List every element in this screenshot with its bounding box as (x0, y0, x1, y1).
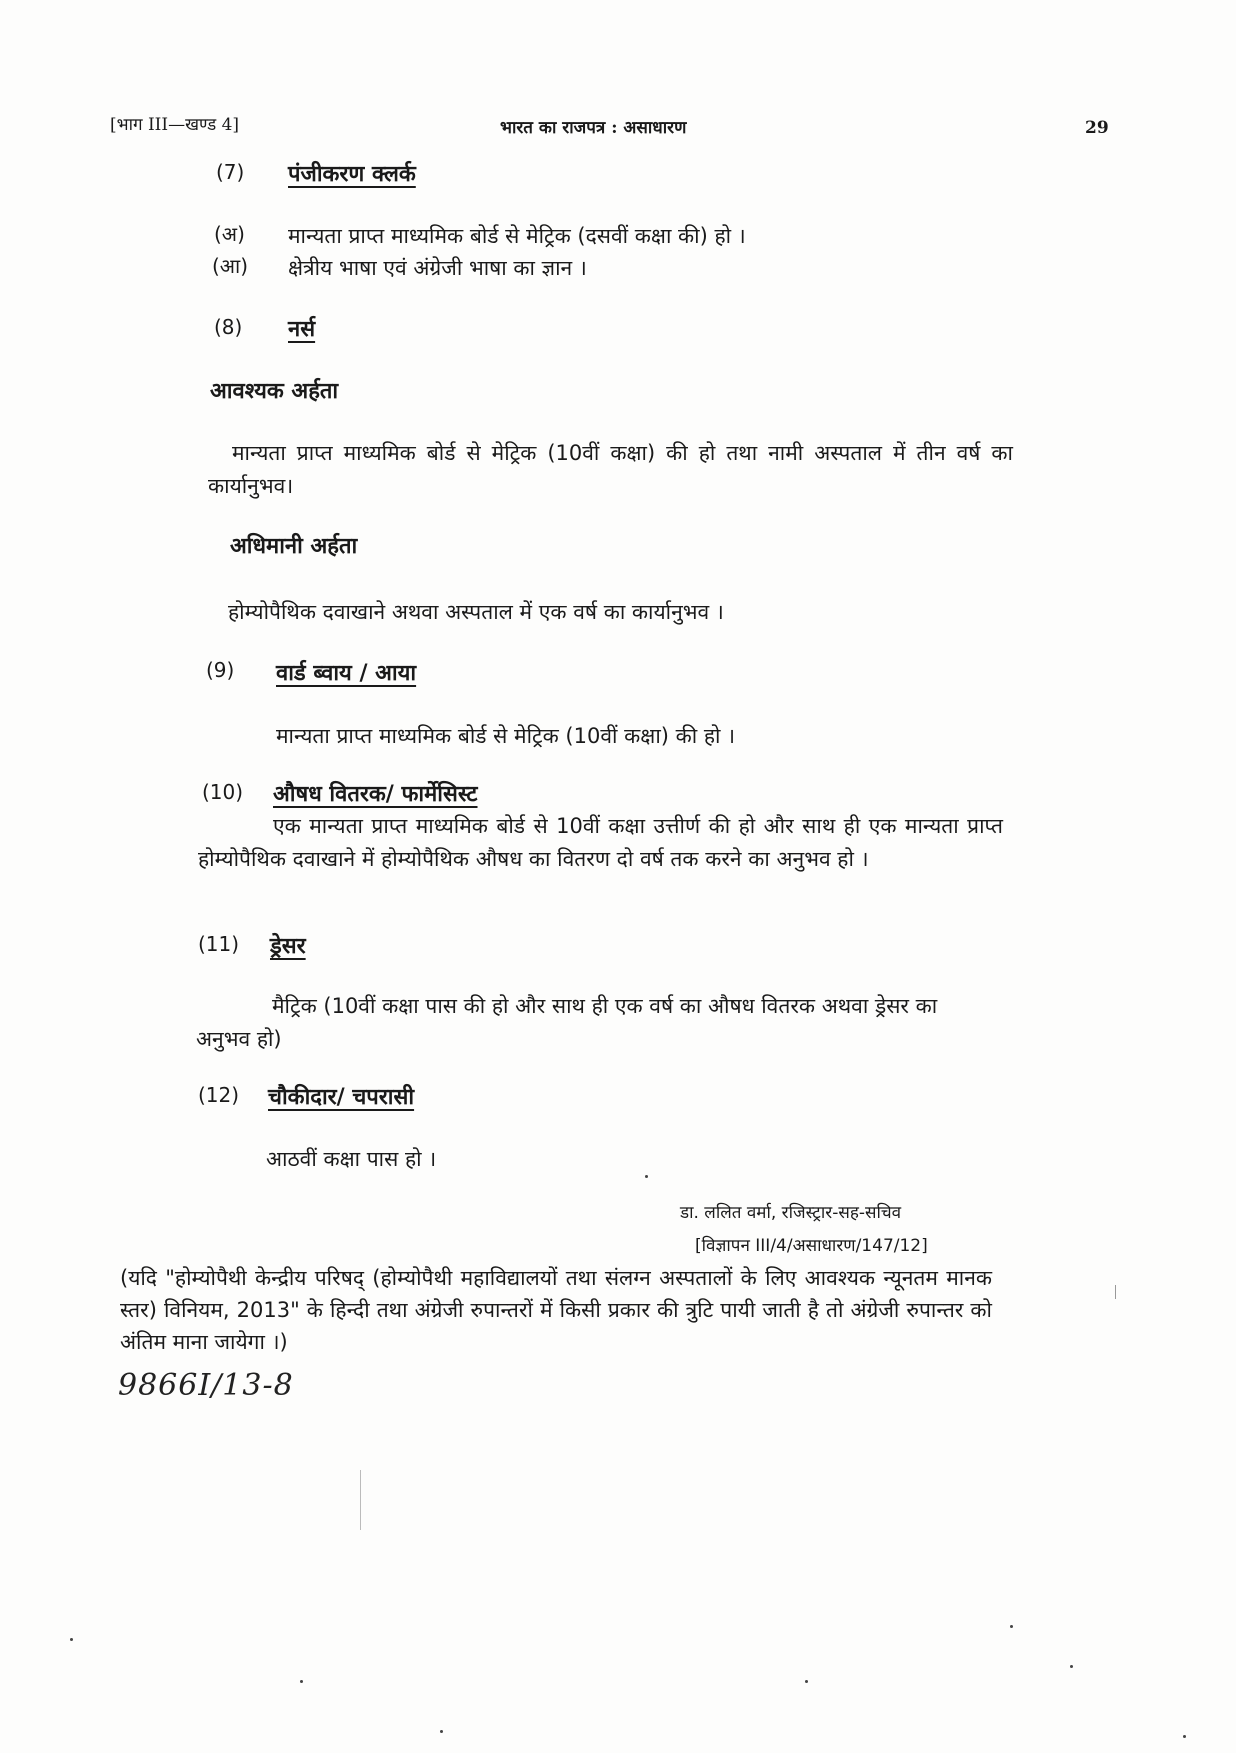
section-7-item-b-marker: (आ) (212, 254, 249, 278)
scan-speck (645, 1175, 648, 1178)
preferred-qualification-text: होम्योपैथिक दवाखाने अथवा अस्पताल में एक वर्ष का कार्यानुभव । (228, 600, 724, 624)
section-12-text: आठवीं कक्षा पास हो । (266, 1147, 437, 1171)
header-title: भारत का राजपत्र : असाधारण (500, 118, 687, 138)
section-7-title: पंजीकरण क्लर्क (288, 162, 416, 187)
section-7-item-b-text: क्षेत्रीय भाषा एवं अंग्रेजी भाषा का ज्ञान । (288, 256, 587, 280)
section-11-number: (11) (198, 932, 240, 956)
language-note: (यदि "होम्योपैथी केन्द्रीय परिषद् (होम्योपैथी महाविद्यालयों तथा संलग्न अस्पतालों के लिए आवश्यक न्यूनतम मानक स्तर) विनियम, 2013" के हिन्दी तथा अंग्रेजी रुपान्तरों में किसी प्रकार की त्रुटि पायी जाती है तो अंग्रेजी रुपान्तर को अंतिम माना जायेगा ।) (120, 1266, 992, 1354)
section-9-text: मान्यता प्राप्त माध्यमिक बोर्ड से मेट्रिक (10वीं कक्षा) की हो । (276, 724, 736, 748)
section-7-number: (7) (216, 160, 245, 184)
section-11-title: ड्रेसर (270, 934, 306, 959)
section-10-number: (10) (202, 780, 244, 804)
scan-speck (805, 1680, 808, 1683)
section-10-title: औषध वितरक/ फार्मेसिस्ट (273, 782, 478, 807)
page-number: 29 (1085, 118, 1109, 138)
scan-speck (440, 1730, 443, 1733)
section-7-item-a-marker: (अ) (214, 222, 245, 246)
section-8-title: नर्स (288, 317, 316, 342)
section-9-number: (9) (206, 658, 235, 682)
handwritten-reference: 9866I/13-8 (118, 1368, 294, 1403)
scan-speck (1183, 1735, 1186, 1738)
preferred-qualification-heading: अधिमानी अर्हता (230, 534, 358, 559)
essential-qualification-heading: आवश्यक अर्हता (210, 379, 339, 404)
section-7-item-a-text: मान्यता प्राप्त माध्यमिक बोर्ड से मेट्रिक (दसवीं कक्षा की) हो । (288, 224, 746, 248)
essential-qualification-text: मान्यता प्राप्त माध्यमिक बोर्ड से मेट्रिक (10वीं कक्षा) की हो तथा नामी अस्पताल में तीन वर्ष का कार्यानुभव। (208, 441, 1013, 498)
scan-line (360, 1470, 361, 1530)
header-part-label: [भाग III—खण्ड 4] (110, 115, 240, 135)
scan-line (1115, 1285, 1116, 1299)
scan-speck (1070, 1665, 1073, 1668)
scan-speck (300, 1680, 303, 1683)
section-10-text: एक मान्यता प्राप्त माध्यमिक बोर्ड से 10वीं कक्षा उत्तीर्ण की हो और साथ ही एक मान्यता प्राप्त होम्योपैथिक दवाखाने में होम्योपैथिक औषध का वितरण दो वर्ष तक करने का अनुभव हो । (198, 814, 1003, 871)
scan-speck (70, 1638, 73, 1641)
section-11-text: मैट्रिक (10वीं कक्षा पास की हो और साथ ही एक वर्ष का औषध वितरक अथवा ड्रेसर का अनुभव हो) (196, 994, 938, 1051)
section-8-number: (8) (214, 315, 243, 339)
section-12-number: (12) (198, 1083, 240, 1107)
notification-reference: [विज्ञापन III/4/असाधारण/147/12] (695, 1236, 928, 1256)
signatory-name: डा. ललित वर्मा, रजिस्ट्रार-सह-सचिव (680, 1203, 902, 1223)
section-12-title: चौकीदार/ चपरासी (268, 1085, 415, 1110)
scan-speck (1010, 1625, 1013, 1628)
section-9-title: वार्ड ब्वाय / आया (276, 661, 417, 686)
